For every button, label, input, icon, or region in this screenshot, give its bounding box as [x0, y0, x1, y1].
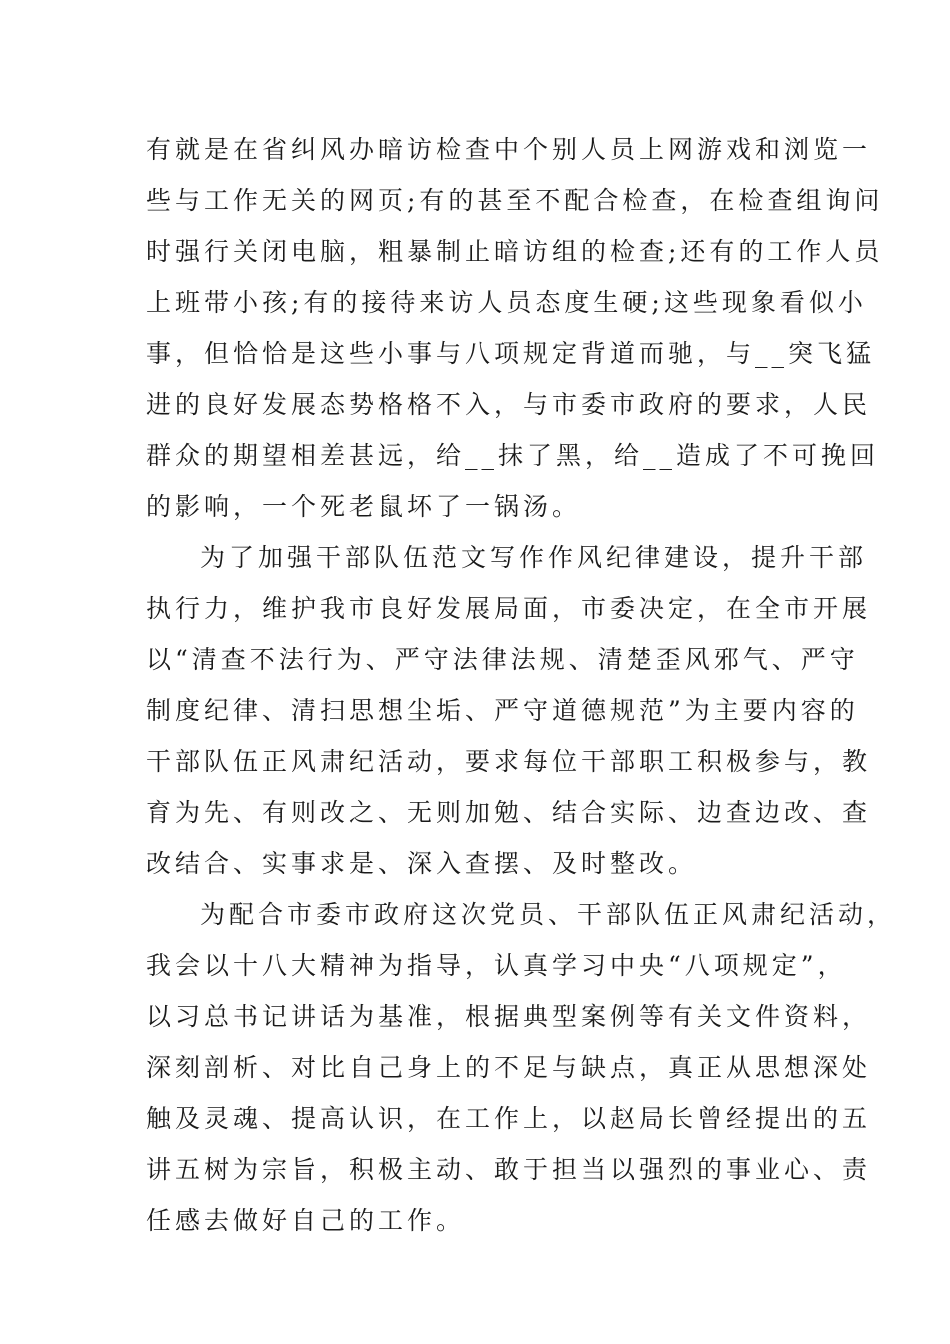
- text-line: 制度纪律、清扫思想尘垢、严守道德规范”为主要内容的: [146, 696, 859, 725]
- text-line: 为了加强干部队伍范文写作作风纪律建设，提升干部: [200, 543, 868, 572]
- text-line: 干部队伍正风肃纪活动，要求每位干部职工积极参与，教: [146, 747, 872, 776]
- paragraph-3: [146, 889, 897, 1246]
- text-line: 改结合、实事求是、深入查摆、及时整改。: [146, 849, 698, 878]
- text-line: 我会以十八大精神为指导，认真学习中央“八项规定”，: [146, 951, 847, 980]
- text-line: 任感去做好自己的工作。: [146, 1206, 466, 1235]
- paragraph-1: [146, 124, 884, 532]
- text-line: 为配合市委市政府这次党员、干部队伍正风肃纪活动，: [200, 900, 897, 929]
- text-line: 进的良好发展态势格格不入，与市委市政府的要求，人民: [146, 390, 872, 419]
- text-line: 时强行关闭电脑，粗暴制止暗访组的检查;还有的工作人员: [146, 237, 884, 266]
- body-text: [146, 124, 897, 1246]
- text-line: 上班带小孩;有的接待来访人员态度生硬;这些现象看似小: [146, 288, 867, 317]
- text-line: 些与工作无关的网页;有的甚至不配合检查，在检查组询问: [146, 186, 884, 215]
- text-line: 以习总书记讲话为基准，根据典型案例等有关文件资料，: [146, 1002, 872, 1031]
- paragraph-2: [146, 532, 872, 889]
- text-line: 的影响，一个死老鼠坏了一锅汤。: [146, 492, 582, 521]
- text-line: 以“清查不法行为、严守法律法规、清楚歪风邪气、严守: [146, 645, 859, 674]
- text-line: 执行力，维护我市良好发展局面，市委决定，在全市开展: [146, 594, 872, 623]
- text-line: 育为先、有则改之、无则加勉、结合实际、边查边改、查: [146, 798, 872, 827]
- text-line: 群众的期望相差甚远，给__抹了黑，给__造成了不可挽回: [146, 441, 880, 470]
- text-line: 讲五树为宗旨，积极主动、敢于担当以强烈的事业心、责: [146, 1155, 872, 1184]
- text-line: 触及灵魂、提高认识，在工作上，以赵局长曾经提出的五: [146, 1104, 872, 1133]
- text-line: 深刻剖析、对比自己身上的不足与缺点，真正从思想深处: [146, 1053, 872, 1082]
- text-line: 事，但恰恰是这些小事与八项规定背道而驰，与__突飞猛: [146, 339, 876, 368]
- text-line: 有就是在省纠风办暗访检查中个别人员上网游戏和浏览一: [146, 135, 872, 164]
